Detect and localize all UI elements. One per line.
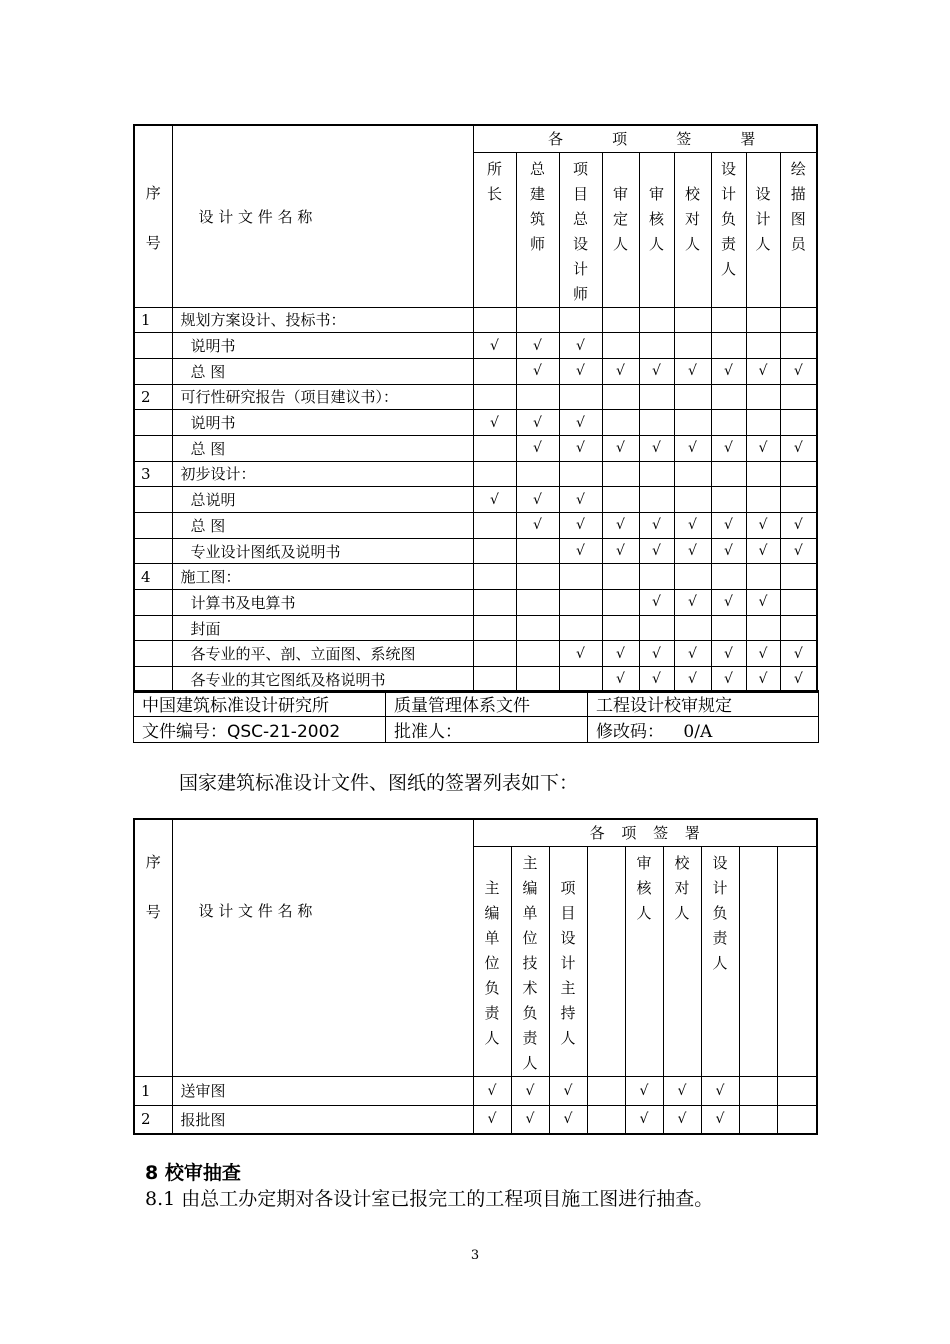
table-row [134,590,817,616]
check-cell [780,384,817,410]
check-cell [516,564,559,590]
check-cell [711,410,746,436]
row-doc-name: 总 图 [172,435,473,461]
section-8-1-paragraph: 8.1 由总工办定期对各设计室已报完工的工程项目施工图进行抽查。 [145,1188,714,1210]
check-cell: √ [746,590,780,616]
role-header: 校 对 人 [663,846,701,1076]
check-cell [602,487,639,513]
page-number: 3 [470,1248,480,1263]
check-cell [602,615,639,641]
role-header: 项 目 总 设 计 师 [559,152,602,307]
check-cell: √ [780,667,817,693]
check-cell: √ [602,358,639,384]
check-cell [473,513,516,539]
check-cell [780,487,817,513]
table-row [134,564,817,590]
doc-title: 工程设计校审规定 [588,691,819,717]
check-cell [559,590,602,616]
intro-text: 国家建筑标准设计文件、图纸的签署列表如下： [179,772,579,794]
signature-table-engineering [133,124,818,693]
table-row [134,513,817,539]
table-row [134,1076,817,1105]
check-cell [559,615,602,641]
table-row [134,435,817,461]
check-cell [711,384,746,410]
check-cell: √ [780,513,817,539]
check-cell: √ [663,1105,701,1134]
check-cell: √ [746,538,780,564]
check-cell: √ [639,538,674,564]
table-row [134,641,817,667]
section-8-heading: 8 校审抽查 [145,1162,241,1184]
check-cell [780,461,817,487]
check-cell: √ [602,538,639,564]
check-cell [674,410,711,436]
row-seq: 4 [134,564,172,590]
row-doc-name: 说明书 [172,410,473,436]
table-row [134,1105,817,1134]
check-cell [602,307,639,333]
signatures-group-header: 各 项 签 署 [473,125,817,152]
check-cell: √ [516,487,559,513]
row-seq [134,667,172,693]
role-header: 审 核 人 [639,152,674,307]
check-cell: √ [473,1076,511,1105]
check-cell: √ [674,667,711,693]
row-doc-name: 说明书 [172,333,473,359]
table-row [134,538,817,564]
check-cell [473,667,516,693]
check-cell [746,461,780,487]
check-cell: √ [511,1076,549,1105]
check-cell: √ [639,435,674,461]
table-row [134,487,817,513]
revision: 修改码： 0/A [588,717,819,743]
check-cell [559,461,602,487]
check-cell [639,384,674,410]
check-cell [473,435,516,461]
check-cell [559,667,602,693]
check-cell [516,461,559,487]
check-cell: √ [674,641,711,667]
row-doc-name: 送审图 [172,1076,473,1105]
check-cell: √ [559,410,602,436]
row-seq [134,538,172,564]
table-row [134,384,817,410]
check-cell: √ [674,435,711,461]
check-cell: √ [516,513,559,539]
row-doc-name: 初步设计： [172,461,473,487]
check-cell: √ [711,513,746,539]
check-cell: √ [674,513,711,539]
check-cell: √ [746,358,780,384]
table-row [134,667,817,693]
row-seq [134,513,172,539]
check-cell [473,538,516,564]
check-cell [780,333,817,359]
check-cell [711,564,746,590]
signature-table-national [133,818,818,1135]
check-cell [473,641,516,667]
check-cell [516,615,559,641]
check-cell [746,615,780,641]
row-doc-name: 封面 [172,615,473,641]
check-cell [674,564,711,590]
check-cell [739,1076,777,1105]
check-cell [602,590,639,616]
row-doc-name: 总 图 [172,513,473,539]
row-seq: 3 [134,461,172,487]
role-header: 主 编 单 位 技 术 负 责 人 [511,846,549,1076]
check-cell [746,333,780,359]
row-doc-name: 各专业的平、剖、立面图、系统图 [172,641,473,667]
role-header: 设 计 人 [746,152,780,307]
check-cell [473,615,516,641]
row-doc-name: 各专业的其它图纸及格说明书 [172,667,473,693]
check-cell [639,461,674,487]
check-cell: √ [549,1105,587,1134]
role-header: 绘 描 图 员 [780,152,817,307]
check-cell [473,564,516,590]
org-name: 中国建筑标准设计研究所 [134,691,386,717]
check-cell [780,307,817,333]
row-seq [134,358,172,384]
check-cell [777,1076,817,1105]
check-cell [516,667,559,693]
role-header [777,846,817,1076]
role-header: 校 对 人 [674,152,711,307]
check-cell [674,384,711,410]
check-cell: √ [516,358,559,384]
table-row [134,461,817,487]
check-cell [639,615,674,641]
row-seq [134,641,172,667]
check-cell: √ [663,1076,701,1105]
doc-type: 质量管理体系文件 [386,691,588,717]
check-cell: √ [559,435,602,461]
check-cell: √ [473,1105,511,1134]
check-cell [639,410,674,436]
table-row [134,615,817,641]
role-header [739,846,777,1076]
check-cell [777,1105,817,1134]
check-cell [711,307,746,333]
check-cell [516,384,559,410]
check-cell [639,333,674,359]
check-cell: √ [639,641,674,667]
check-cell: √ [780,641,817,667]
row-seq [134,333,172,359]
check-cell: √ [473,487,516,513]
check-cell: √ [639,513,674,539]
check-cell [746,307,780,333]
check-cell: √ [602,435,639,461]
check-cell: √ [780,435,817,461]
check-cell: √ [674,590,711,616]
check-cell: √ [746,513,780,539]
check-cell: √ [516,333,559,359]
role-header: 审 核 人 [625,846,663,1076]
check-cell [516,590,559,616]
check-cell [516,641,559,667]
seq-header: 序 号 [134,125,172,307]
role-header: 总 建 筑 师 [516,152,559,307]
check-cell [516,307,559,333]
check-cell: √ [559,333,602,359]
check-cell: √ [511,1105,549,1134]
check-cell [711,615,746,641]
row-doc-name: 报批图 [172,1105,473,1134]
row-doc-name: 专业设计图纸及说明书 [172,538,473,564]
check-cell: √ [746,435,780,461]
check-cell: √ [639,590,674,616]
check-cell [639,487,674,513]
check-cell: √ [701,1105,739,1134]
check-cell [473,358,516,384]
role-header: 项 目 设 计 主 持 人 [549,846,587,1076]
row-seq [134,590,172,616]
check-cell [473,590,516,616]
check-cell [602,333,639,359]
check-cell [674,487,711,513]
row-doc-name: 施工图： [172,564,473,590]
doc-number: 文件编号：QSC-21-2002 [134,717,386,743]
row-doc-name: 总 图 [172,358,473,384]
check-cell: √ [711,641,746,667]
check-cell [780,615,817,641]
check-cell: √ [711,358,746,384]
check-cell [746,384,780,410]
check-cell [674,615,711,641]
check-cell: √ [602,667,639,693]
check-cell: √ [559,538,602,564]
check-cell: √ [516,435,559,461]
check-cell [780,410,817,436]
check-cell [559,564,602,590]
check-cell [559,307,602,333]
document-footer-table [133,690,819,743]
name-header: 设 计 文 件 名 称 [172,819,473,1076]
row-seq [134,435,172,461]
check-cell: √ [559,641,602,667]
check-cell [473,307,516,333]
check-cell [602,410,639,436]
check-cell [587,1105,625,1134]
check-cell: √ [711,667,746,693]
role-header: 设 计 负 责 人 [701,846,739,1076]
check-cell [674,461,711,487]
role-header [587,846,625,1076]
table-row [134,410,817,436]
check-cell [473,461,516,487]
check-cell [516,538,559,564]
check-cell [711,333,746,359]
check-cell [674,333,711,359]
row-seq: 1 [134,1076,172,1105]
check-cell: √ [639,358,674,384]
name-header: 设 计 文 件 名 称 [172,125,473,307]
check-cell [746,410,780,436]
check-cell: √ [473,333,516,359]
check-cell [674,307,711,333]
signatures-group-header: 各 项 签 署 [473,819,817,846]
role-header: 主 编 单 位 负 责 人 [473,846,511,1076]
row-seq: 1 [134,307,172,333]
check-cell [602,461,639,487]
row-seq: 2 [134,1105,172,1134]
check-cell: √ [559,358,602,384]
row-seq [134,487,172,513]
check-cell [711,461,746,487]
check-cell: √ [625,1076,663,1105]
check-cell: √ [602,513,639,539]
row-doc-name: 规划方案设计、投标书： [172,307,473,333]
check-cell: √ [780,358,817,384]
check-cell [639,564,674,590]
table-row [134,358,817,384]
check-cell: √ [711,538,746,564]
check-cell: √ [559,513,602,539]
check-cell [746,487,780,513]
check-cell [639,307,674,333]
check-cell: √ [602,641,639,667]
seq-header: 序 号 [134,819,172,1076]
check-cell: √ [639,667,674,693]
approver: 批准人： [386,717,588,743]
check-cell [780,590,817,616]
check-cell [739,1105,777,1134]
check-cell [473,384,516,410]
check-cell: √ [780,538,817,564]
role-header: 所 长 [473,152,516,307]
row-seq: 2 [134,384,172,410]
check-cell: √ [549,1076,587,1105]
check-cell: √ [516,410,559,436]
check-cell: √ [674,538,711,564]
check-cell [746,564,780,590]
row-seq [134,410,172,436]
check-cell: √ [746,641,780,667]
check-cell [559,384,602,410]
check-cell: √ [746,667,780,693]
row-seq [134,615,172,641]
check-cell [587,1076,625,1105]
row-doc-name: 计算书及电算书 [172,590,473,616]
row-doc-name: 总说明 [172,487,473,513]
check-cell: √ [711,435,746,461]
check-cell: √ [711,590,746,616]
check-cell: √ [559,487,602,513]
check-cell: √ [701,1076,739,1105]
role-header: 设 计 负 责 人 [711,152,746,307]
check-cell [602,564,639,590]
check-cell: √ [674,358,711,384]
table-row [134,307,817,333]
role-header: 审 定 人 [602,152,639,307]
check-cell [602,384,639,410]
check-cell [711,487,746,513]
check-cell: √ [473,410,516,436]
check-cell: √ [625,1105,663,1134]
check-cell [780,564,817,590]
table-row [134,333,817,359]
row-doc-name: 可行性研究报告（项目建议书）： [172,384,473,410]
